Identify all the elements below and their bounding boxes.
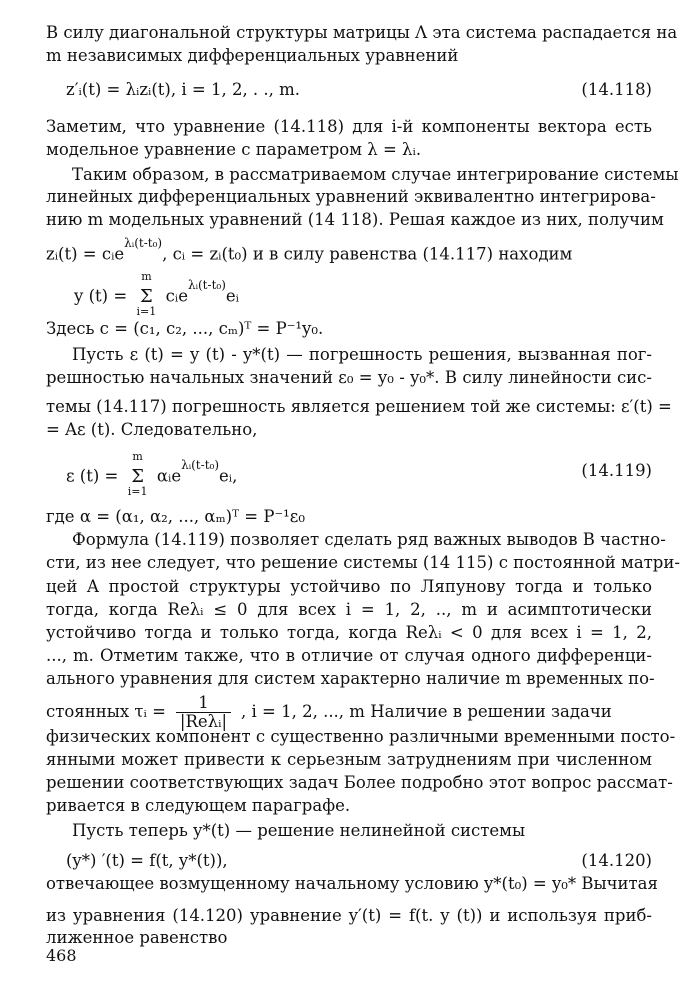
equation-number: (14.120) xyxy=(581,851,652,870)
text-line: решностью начальных значений ε₀ = y₀ - y₀*. В силу линейности сис- xyxy=(46,368,652,387)
text-line: лиженное равенство xyxy=(46,928,228,947)
exponent: λᵢ(t-t₀) xyxy=(181,458,220,472)
text-line: Пусть ε (t) = y (t) - y*(t) — погрешность решения, вызванная пог- xyxy=(72,345,652,364)
text-line: Здесь c = (c₁, c₂, ..., cₘ)ᵀ = P⁻¹y₀. xyxy=(46,319,324,338)
denominator: |Reλᵢ| xyxy=(176,712,231,731)
sum-lower-limit: i=1 xyxy=(136,305,157,318)
text-line: линейных дифференциальных уравнений эквивалентно интегрирова- xyxy=(46,187,656,206)
text-line: решении соответствующих задач Более подробно этот вопрос рассмат- xyxy=(46,773,673,792)
equation-14-120: (y*) ′(t) = f(t, y*(t)), xyxy=(66,851,228,870)
text-line: Формула (14.119) позволяет сделать ряд важных выводов В частно- xyxy=(72,530,666,549)
exponent: λᵢ(t-t₀) xyxy=(187,278,226,292)
page-number: 468 xyxy=(46,946,77,965)
text-line: нию m модельных уравнений (14 118). Решая каждое из них, получим xyxy=(46,210,664,229)
equation-14-119 xyxy=(66,450,238,498)
text-line: модельное уравнение с параметром λ = λᵢ. xyxy=(46,140,422,159)
sum-sign: Σ xyxy=(140,286,153,307)
text-line: где α = (α₁, α₂, ..., αₘ)ᵀ = P⁻¹ε₀ xyxy=(46,507,305,526)
text-fragment: , i = 1, 2, ..., m Наличие в решении задачи xyxy=(241,702,612,721)
fraction xyxy=(176,694,231,731)
text-line: В силу диагональной структуры матрицы Λ эта система распадается на xyxy=(46,23,678,42)
text-line: Заметим, что уравнение (14.118) для i-й компоненты вектора есть xyxy=(46,117,652,136)
solution-term: zᵢ(t) = cᵢe xyxy=(46,244,125,264)
numerator: 1 xyxy=(198,692,209,712)
text-line: Пусть теперь y*(t) — решение нелинейной системы xyxy=(72,821,526,840)
text-line: устойчиво тогда и только тогда, когда Reλᵢ < 0 для всех i = 1, 2, xyxy=(46,623,652,642)
sum-operator xyxy=(126,450,150,498)
text-line: отвечающее возмущенному начальному условию y*(t₀) = y₀* Вычитая xyxy=(46,874,658,893)
equation-number: (14.118) xyxy=(581,80,652,99)
text-line: ального уравнения для систем характерно наличие m временных по- xyxy=(46,669,655,688)
model-solution-line xyxy=(46,238,572,266)
text-line: m независимых дифференциальных уравнений xyxy=(46,46,459,65)
text-line: Таким образом, в рассматриваемом случае интегрирование системы xyxy=(72,165,679,184)
equation-number: (14.119) xyxy=(581,461,652,480)
text-line: ..., m. Отметим также, что в отличие от случая одного дифференци- xyxy=(46,646,652,665)
basis-vector: eᵢ, xyxy=(219,466,238,486)
vector-solution-equation xyxy=(74,270,239,318)
sum-lower-limit: i=1 xyxy=(127,485,148,498)
exponent: λᵢ(t-t₀) xyxy=(124,236,163,250)
text-line: янными может привести к серьезным затруднениям при численном xyxy=(46,750,652,769)
text-line: из уравнения (14.120) уравнение y′(t) = f(t. y (t)) и используя приб- xyxy=(46,906,652,925)
text-fragment: стоянных τᵢ = xyxy=(46,702,166,721)
text-line: тогда, когда Reλᵢ ≤ 0 для всех i = 1, 2, .., m и асимптотически xyxy=(46,600,652,619)
lhs: y (t) = xyxy=(74,286,128,306)
text-line: темы (14.117) погрешность является решением той же системы: ε′(t) = xyxy=(46,397,672,416)
equation-14-118: z′ᵢ(t) = λᵢzᵢ(t), i = 1, 2, . ., m. xyxy=(66,80,301,99)
basis-vector: eᵢ xyxy=(225,286,239,306)
sum-sign: Σ xyxy=(131,466,144,487)
text-line: сти, из нее следует, что решение системы (14 115) с постоянной матри- xyxy=(46,553,680,572)
sum-upper-limit: m xyxy=(132,450,143,463)
text-line: = Aε (t). Следовательно, xyxy=(46,420,258,439)
solution-tail: , cᵢ = zᵢ(t₀) и в силу равенства (14.117) находим xyxy=(162,244,573,264)
text-line: цей A простой структуры устойчиво по Ляпунову тогда и только xyxy=(46,577,652,596)
term: αᵢe xyxy=(156,466,182,486)
term: cᵢe xyxy=(165,286,188,306)
sum-operator xyxy=(134,270,158,318)
sum-upper-limit: m xyxy=(141,270,152,283)
text-line: ривается в следующем параграфе. xyxy=(46,796,351,815)
text-line: физических компонент с существенно различными временными посто- xyxy=(46,727,676,746)
lhs: ε (t) = xyxy=(66,466,119,486)
